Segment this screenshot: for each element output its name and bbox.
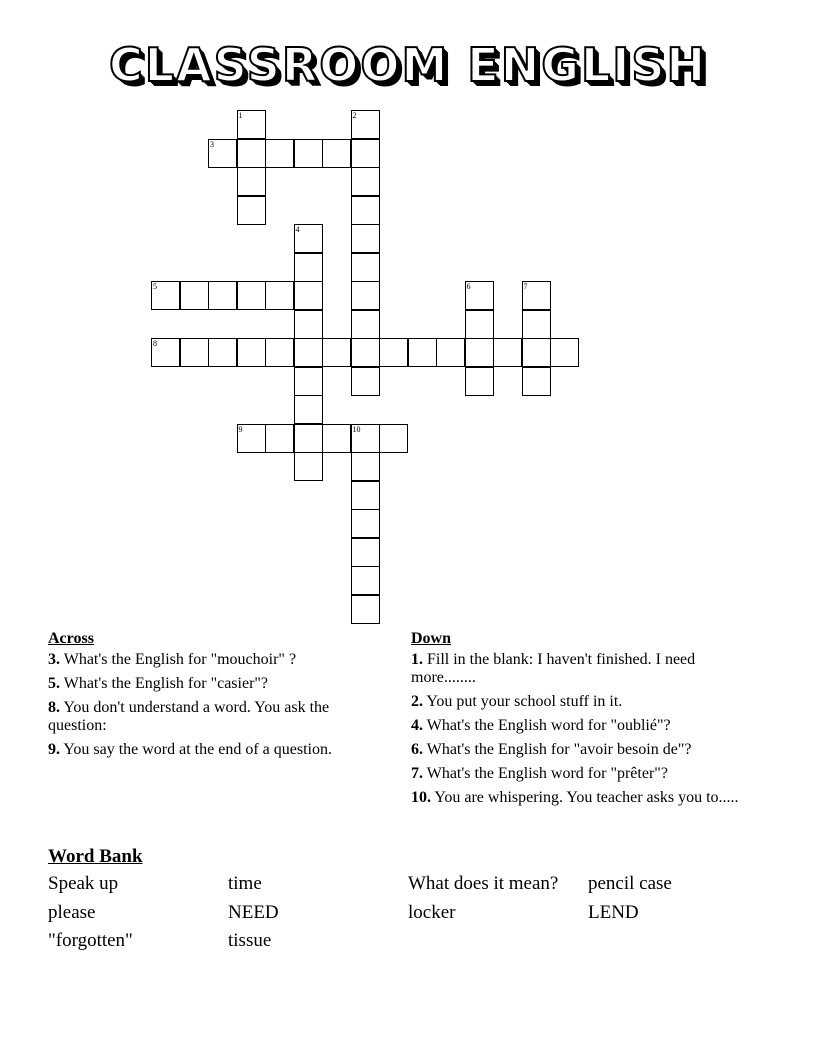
- down-heading: Down: [411, 630, 452, 647]
- clue-number: 9: [238, 424, 243, 434]
- grid-cell[interactable]: [294, 310, 323, 339]
- grid-cell[interactable]: [351, 281, 380, 310]
- grid-cell[interactable]: [151, 281, 180, 310]
- grid-cell[interactable]: [351, 595, 380, 624]
- clue-text: What's the English for "mouchoir" ?: [60, 651, 297, 668]
- grid-cell[interactable]: [408, 338, 437, 367]
- clue-number: 7: [523, 282, 528, 291]
- word-bank-item: LEND: [588, 901, 639, 923]
- across-clue: [48, 675, 388, 693]
- grid-cell[interactable]: [379, 424, 408, 453]
- grid-cell[interactable]: [465, 367, 494, 396]
- grid-cell[interactable]: [351, 481, 380, 510]
- across-clue: [48, 741, 388, 759]
- down-clue: [411, 741, 761, 759]
- clue-number: 3: [210, 139, 214, 149]
- clue-text: You say the word at the end of a question.: [60, 741, 332, 758]
- word-bank-item: Speak up: [48, 873, 119, 894]
- word-bank-item: time: [228, 873, 262, 894]
- across-clues: [48, 630, 388, 765]
- grid-cell[interactable]: [522, 338, 551, 367]
- clue-number: 4: [295, 225, 300, 234]
- clue-number: 1: [238, 111, 243, 120]
- grid-cell[interactable]: [294, 367, 323, 396]
- grid-cell[interactable]: [265, 424, 294, 453]
- grid-cell[interactable]: [351, 566, 380, 595]
- clue-text: Fill in the blank: I haven't finished. I need more........: [411, 651, 696, 686]
- grid-cell[interactable]: [351, 196, 380, 225]
- grid-cell[interactable]: [379, 338, 408, 367]
- down-clue: [411, 789, 761, 807]
- clue-number: 9.: [48, 741, 60, 758]
- grid-cell[interactable]: [522, 310, 551, 339]
- grid-cell[interactable]: [351, 310, 380, 339]
- grid-cell[interactable]: [351, 509, 380, 538]
- clue-number: 7.: [411, 765, 423, 782]
- down-clues: [411, 630, 761, 813]
- word-bank-item: please: [48, 901, 96, 923]
- grid-cell[interactable]: [550, 338, 579, 367]
- grid-cell[interactable]: [237, 110, 266, 139]
- grid-cell[interactable]: [237, 338, 266, 367]
- across-clue-list: [48, 651, 388, 759]
- across-heading: Across: [48, 630, 94, 647]
- grid-cell[interactable]: [294, 338, 323, 367]
- grid-cell[interactable]: [351, 367, 380, 396]
- clue-text: What's the English for "casier"?: [60, 675, 269, 692]
- grid-cell[interactable]: [322, 424, 351, 453]
- clue-text: What's the English word for "oublié"?: [423, 717, 671, 734]
- grid-cell[interactable]: [208, 139, 237, 168]
- grid-cell[interactable]: [265, 338, 294, 367]
- grid-cell[interactable]: [465, 338, 494, 367]
- grid-cell[interactable]: [351, 110, 380, 139]
- grid-cell[interactable]: [351, 253, 380, 282]
- grid-cell[interactable]: [294, 253, 323, 282]
- grid-cell[interactable]: [351, 167, 380, 196]
- clue-text: What's the English for "avoir besoin de"?: [423, 741, 692, 758]
- grid-cell[interactable]: [180, 338, 209, 367]
- grid-cell[interactable]: [294, 139, 323, 168]
- grid-cell[interactable]: [294, 452, 323, 481]
- clue-text: You put your school stuff in it.: [423, 693, 623, 710]
- clue-number: 8: [153, 339, 157, 348]
- grid-cell[interactable]: [265, 281, 294, 310]
- grid-cell[interactable]: [465, 310, 494, 339]
- grid-cell[interactable]: [351, 424, 380, 453]
- clue-number: 3.: [48, 651, 60, 668]
- clue-number: 2.: [411, 693, 423, 710]
- clue-text: You are whispering. You teacher asks you to.....: [431, 789, 739, 806]
- grid-cell[interactable]: [322, 338, 351, 367]
- grid-cell[interactable]: [522, 281, 551, 310]
- grid-cell[interactable]: [294, 424, 323, 453]
- grid-cell[interactable]: [522, 367, 551, 396]
- clue-number: 2: [352, 111, 357, 120]
- clue-number: 8.: [48, 699, 60, 716]
- clue-number: 6.: [411, 741, 423, 758]
- grid-cell[interactable]: [351, 338, 380, 367]
- clue-number: 10.: [411, 789, 431, 806]
- grid-cell[interactable]: [265, 139, 294, 168]
- word-bank-item: "forgotten": [48, 930, 133, 951]
- across-clue: [48, 699, 388, 735]
- grid-cell[interactable]: [294, 395, 323, 424]
- grid-cell[interactable]: [237, 424, 266, 453]
- down-clue: [411, 717, 761, 735]
- down-clue-list: [411, 651, 761, 807]
- word-bank-item: NEED: [228, 901, 279, 923]
- grid-cell[interactable]: [351, 538, 380, 567]
- clue-number: 4.: [411, 717, 423, 734]
- clue-number: 10: [352, 424, 361, 434]
- grid-cell[interactable]: [351, 452, 380, 481]
- grid-cell[interactable]: [436, 338, 465, 367]
- clue-number: 1.: [411, 651, 423, 668]
- grid-cell[interactable]: [294, 224, 323, 253]
- grid-cell[interactable]: [351, 224, 380, 253]
- puzzle-title: CLASSROOM ENGLISH: [108, 38, 708, 92]
- down-clue: [411, 693, 761, 711]
- grid-cell[interactable]: [237, 139, 266, 168]
- grid-cell[interactable]: [208, 338, 237, 367]
- clue-text: What's the English word for "prêter"?: [423, 765, 668, 782]
- word-bank-item: tissue: [228, 930, 272, 951]
- word-bank-item: What does it mean?: [408, 873, 559, 894]
- down-clue: [411, 765, 761, 783]
- across-clue: [48, 651, 388, 669]
- grid-cell[interactable]: [208, 281, 237, 310]
- grid-cell[interactable]: [151, 338, 180, 367]
- grid-cell[interactable]: [322, 139, 351, 168]
- clue-text: You don't understand a word. You ask the question:: [48, 699, 330, 734]
- clue-number: 5.: [48, 675, 60, 692]
- down-clue: [411, 651, 761, 687]
- grid-cell[interactable]: [351, 139, 380, 168]
- grid-cell[interactable]: [294, 281, 323, 310]
- grid-cell[interactable]: [180, 281, 209, 310]
- grid-cell[interactable]: [465, 281, 494, 310]
- word-bank-item: locker: [408, 901, 456, 923]
- grid-cell[interactable]: [237, 167, 266, 196]
- word-bank-item: pencil case: [588, 873, 672, 894]
- grid-cell[interactable]: [237, 281, 266, 310]
- clue-number: 5: [153, 282, 157, 291]
- clue-number: 6: [466, 282, 471, 291]
- grid-cell[interactable]: [237, 196, 266, 225]
- grid-cell[interactable]: [493, 338, 522, 367]
- word-bank-heading: Word Bank: [48, 846, 143, 867]
